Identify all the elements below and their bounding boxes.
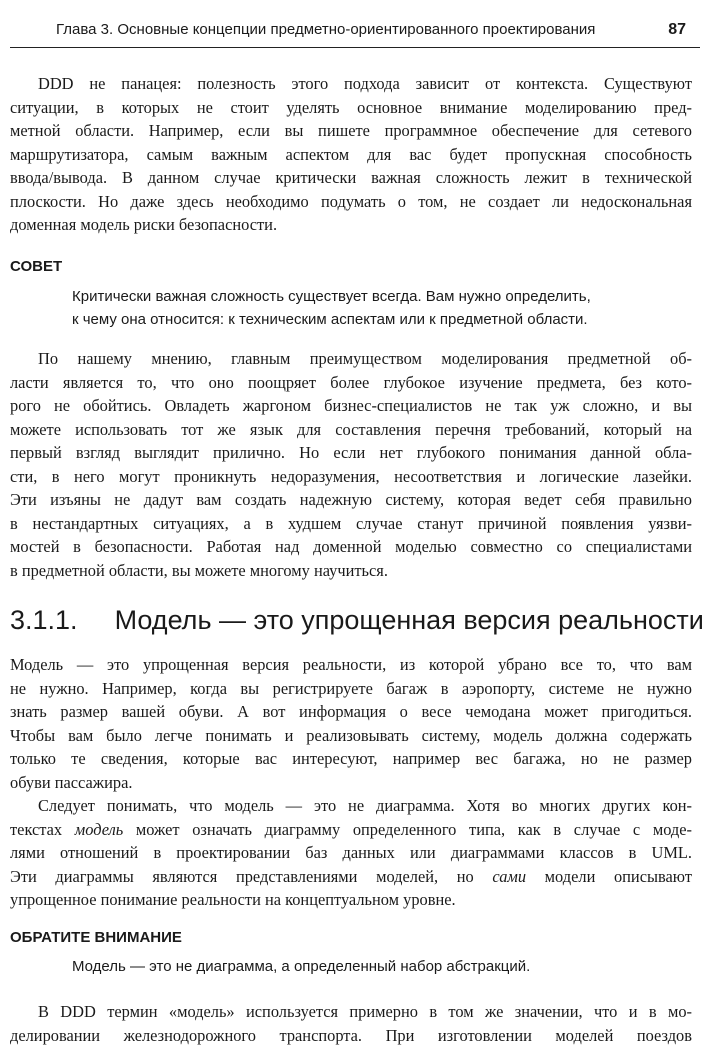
section-title: Модель — это упрощенная версия реальности	[114, 605, 704, 635]
text-line: в нестандартных ситуациях, а в худшем случае станут причиной появления уязви-	[10, 513, 692, 533]
paragraph-model-definition	[10, 653, 692, 794]
running-header	[56, 21, 696, 41]
text-line: DDD не панацея: полезность этого подхода зависит от контекста. Существуют	[38, 74, 692, 93]
text-line: Модель — это упрощенная версия реальности, из которой убрано все то, что вам	[10, 655, 692, 674]
text-line: ласти является то, что оно поощряет более глубокое изучение предмета, без кото-	[10, 372, 692, 392]
text-line: В DDD термин «модель» используется примерно в том же значении, что и в мо-	[38, 1002, 692, 1021]
text-line: обуви пассажира.	[10, 772, 133, 792]
chapter-title: Глава 3. Основные концепции предметно-ориентированного проектирования	[56, 21, 596, 38]
text-line: маршрутизатора, самым важным аспектом для вас будет пропускная способность	[10, 144, 692, 164]
text-line: рого не обойтись. Овладеть жаргоном бизнес-специалистов не так уж сложно, и вы	[10, 396, 692, 415]
text-line: Эти изъяны не дадут вам создать надежную систему, которая ведет себя правильно	[10, 490, 692, 509]
text-line: текстах модель может означать диаграмму определенного типа, как в случае с моде-	[10, 819, 692, 839]
text-line: не нужно. Например, когда вы регистрируете багаж в аэропорту, системе не нужно	[10, 678, 692, 698]
text-line: метной области. Например, если вы пишете программное обеспечение для сетевого	[10, 121, 692, 140]
text-line: доменная модель риски безопасности.	[10, 215, 278, 234]
text-line: можете использовать тот же язык для составления перечня требований, который на	[10, 419, 692, 439]
note-label: ОБРАТИТЕ ВНИМАНИЕ	[10, 929, 182, 946]
text-line: По нашему мнению, главным преимуществом моделирования предметной об-	[38, 349, 692, 368]
text-line: делировании железнодорожного транспорта. При изготовлении моделей поездов	[10, 1025, 692, 1045]
tip-label: СОВЕТ	[10, 258, 63, 275]
note-text: Модель — это не диаграмма, а определенный набор абстракций.	[72, 958, 531, 975]
tip-line: к чему она относится: к техническим аспектам или к предметной области.	[72, 311, 588, 328]
text-line: мостей в безопасности. Работая над доменной моделью совместно со специалистами	[10, 537, 692, 556]
section-number: 3.1.1.	[10, 605, 78, 635]
tip-text	[72, 285, 591, 331]
page-number: 87	[668, 21, 686, 38]
paragraph-ddd-term-model	[10, 1000, 692, 1047]
text-line: лями отношений в проектировании баз данных или диаграммами классов в UML.	[10, 843, 692, 862]
text-line: Эти диаграммы являются представлениями моделей, но сами модели описывают	[10, 866, 692, 886]
text-line: ввода/вывода. В данном случае критически важная сложность лежит в технической	[10, 168, 692, 187]
text-line: плоскости. Но даже здесь необходимо подумать о том, не создает ли недоскональная	[10, 191, 692, 211]
text-line: Чтобы вам было легче понимать и реализовывать систему, модель должна содержать	[10, 725, 692, 745]
text-line: ситуации, в которых не стоит уделять основное внимание моделированию пред-	[10, 97, 692, 117]
text-line: сти, в него могут проникнуть недоразумения, несоответствия и логические лазейки.	[10, 466, 692, 486]
text-line: знать размер вашей обуви. А вот информация о весе чемодана может пригодиться.	[10, 702, 692, 721]
section-heading	[10, 605, 704, 636]
text-line: упрощенное понимание реальности на концептуальном уровне.	[10, 890, 456, 909]
text-line: Следует понимать, что модель — это не диаграмма. Хотя во многих других кон-	[38, 796, 692, 815]
paragraph-domain-modeling-advantage	[10, 347, 692, 582]
text-line: в предметной области, вы можете многому научиться.	[10, 560, 388, 580]
header-divider	[10, 47, 700, 48]
tip-line: Критически важная сложность существует всегда. Вам нужно определить,	[72, 288, 591, 305]
text-line: только те сведения, которые вас интересуют, например вес багажа, но не размер	[10, 749, 692, 768]
paragraph-model-not-diagram	[10, 794, 692, 912]
paragraph-ddd-not-panacea	[10, 72, 692, 237]
emphasis-sami: сами	[492, 866, 527, 886]
emphasis-model: модель	[74, 819, 124, 839]
text-line: первый взгляд выглядит прилично. Но если нет глубокого понимания данной обла-	[10, 443, 692, 462]
